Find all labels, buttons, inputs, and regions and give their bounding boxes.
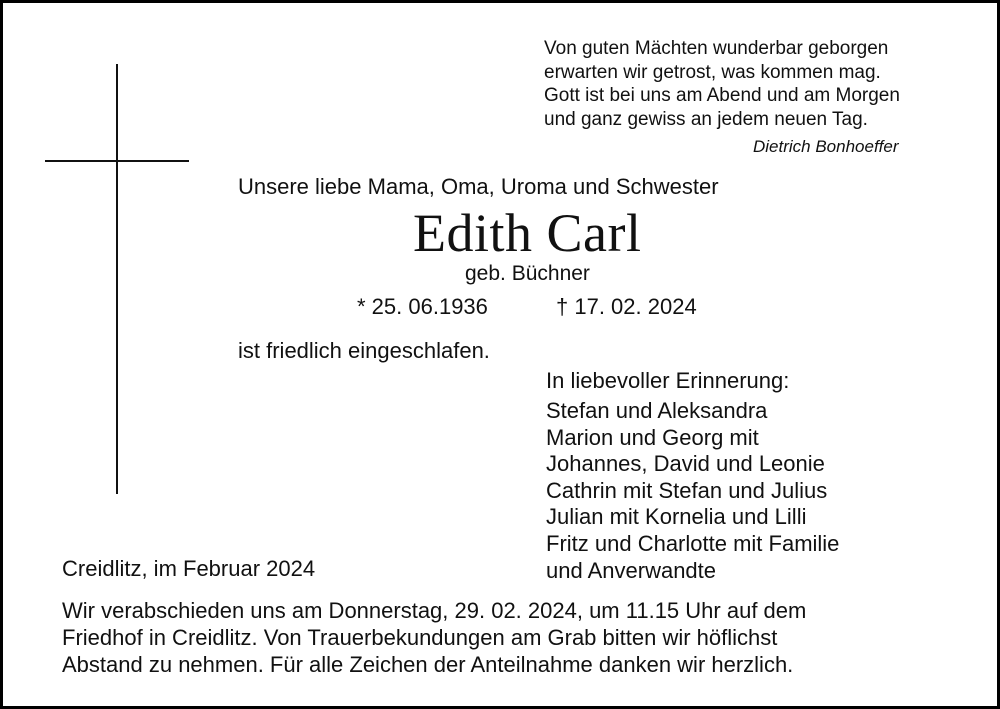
mourners-list: [546, 398, 839, 584]
birth-date: * 25. 06.1936: [357, 294, 488, 319]
funeral-notice: [62, 597, 806, 678]
quote-block: [544, 37, 900, 131]
list-item: Marion und Georg mit: [546, 424, 759, 450]
cross-vertical-bar: [116, 64, 118, 494]
memory-heading: In liebevoller Erinnerung:: [546, 368, 790, 393]
deceased-name: Edith Carl: [413, 203, 642, 263]
passing-text: ist friedlich eingeschlafen.: [238, 338, 490, 363]
cross-horizontal-bar: [45, 160, 189, 162]
notice-line: Friedhof in Creidlitz. Von Trauerbekundungen am Grab bitten wir höflichst: [62, 625, 778, 650]
list-item: und Anverwandte: [546, 557, 717, 583]
quote-line: Von guten Mächten wunderbar geborgen: [544, 38, 889, 59]
list-item: Julian mit Kornelia und Lilli: [546, 504, 807, 530]
quote-line: erwarten wir getrost, was kommen mag.: [544, 61, 881, 83]
list-item: Johannes, David und Leonie: [546, 451, 825, 477]
maiden-name: geb. Büchner: [465, 262, 590, 285]
notice-line: Abstand zu nehmen. Für alle Zeichen der Anteilnahme danken wir herzlich.: [62, 652, 794, 677]
quote-line: und ganz gewiss an jedem neuen Tag.: [544, 108, 868, 130]
list-item: Cathrin mit Stefan und Julius: [546, 477, 828, 503]
place-date: Creidlitz, im Februar 2024: [62, 556, 316, 581]
list-item: Fritz und Charlotte mit Familie: [546, 530, 840, 556]
list-item: Stefan und Aleksandra: [546, 398, 768, 423]
quote-line: Gott ist bei uns am Abend und am Morgen: [544, 85, 900, 106]
notice-line: Wir verabschieden uns am Donnerstag, 29. 02. 2024, um 11.15 Uhr auf dem: [62, 598, 807, 623]
intro-line: Unsere liebe Mama, Oma, Uroma und Schwester: [238, 174, 719, 199]
death-date: † 17. 02. 2024: [556, 294, 697, 319]
quote-author: Dietrich Bonhoeffer: [753, 137, 899, 156]
